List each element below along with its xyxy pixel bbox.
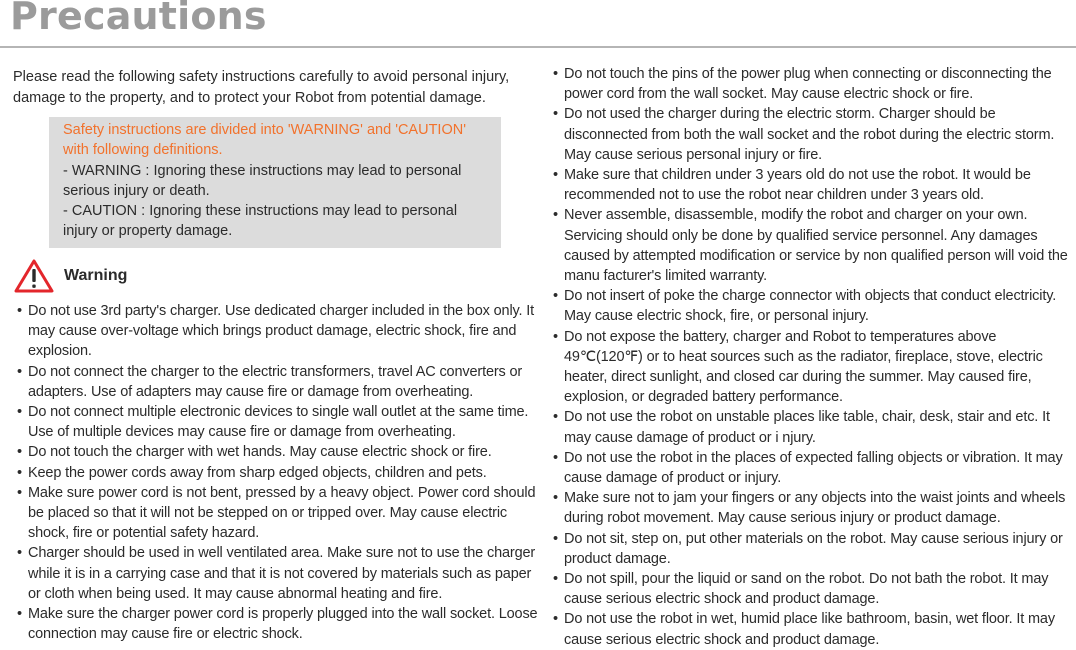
list-item: • Do not use 3rd party's charger. Use dedicated charger included in the box only. It may cause over-voltage which brings product damage, electric shock, fire and explosion. xyxy=(16,301,538,362)
definitions-heading: Safety instructions are divided into 'WARNING' and 'CAUTION' with following definitions. xyxy=(63,122,466,159)
title-divider xyxy=(0,46,1076,48)
list-item: • Do not spill, pour the liquid or sand on the robot. Do not bath the robot. It may cause serious electric shock and product damage. xyxy=(552,569,1074,609)
list-item: • Do not touch the pins of the power plug when connecting or disconnecting the power cord from the wall socket. May cause electric shock or fire. xyxy=(552,64,1074,104)
definitions-box xyxy=(49,117,501,248)
list-item: • Do not use the robot in wet, humid place like bathroom, basin, wet floor. It may cause serious electric shock and product damage. xyxy=(552,609,1074,649)
list-item: • Do not sit, step on, put other materials on the robot. May cause serious injury or product damage. xyxy=(552,529,1074,569)
list-item: • Make sure power cord is not bent, pressed by a heavy object. Power cord should be placed so that it will not be stepped on or tripped over. May cause electric shock, fire or potential safety hazard. xyxy=(16,483,538,544)
list-item: • Do not expose the battery, charger and Robot to temperatures above 49℃(120℉) or to heat sources such as the radiator, fireplace, stove, electric heater, direct sunlight, and closed car during the summer. May caused fire, explosion, or degraded battery performance. xyxy=(552,327,1074,408)
list-item: • Do not connect the charger to the electric transformers, travel AC converters or adapters. Use of adapters may cause fire or damage from overheating. xyxy=(16,362,538,402)
list-item: • Charger should be used in well ventilated area. Make sure not to use the charger while it is in a carrying case and that it is not covered by materials such as paper or cloth when being used. It may cause abnormal heating and fire. xyxy=(16,543,538,604)
right-precaution-list xyxy=(552,64,1074,650)
list-item: • Do not touch the charger with wet hands. May cause electric shock or fire. xyxy=(16,442,538,462)
list-item: • Do not connect multiple electronic devices to single wall outlet at the same time. Use of multiple devices may cause fire or damage from overheating. xyxy=(16,402,538,442)
list-item: • Make sure the charger power cord is properly plugged into the wall socket. Loose connection may cause fire or electric shock. xyxy=(16,604,538,644)
intro-text: Please read the following safety instructions carefully to avoid personal injury, damage to the property, and to protect your Robot from potential damage. xyxy=(13,69,510,106)
warning-heading: Warning xyxy=(64,267,128,284)
list-item: • Make sure not to jam your fingers or any objects into the waist joints and wheels during robot movement. May cause serious injury or product damage. xyxy=(552,488,1074,528)
warning-definition: - WARNING : Ignoring these instructions may lead to personal serious injury or death. xyxy=(63,162,462,199)
list-item: • Never assemble, disassemble, modify the robot and charger on your own. Servicing should only be done by qualified service personnel. Any damages caused by attempted modification or service by non qualified person will void the manu facturer's limited warranty. xyxy=(552,205,1074,286)
page-title: Precautions xyxy=(10,0,267,38)
list-item: • Make sure that children under 3 years old do not use the robot. It would be recommended not to use the robot near children under 3 years old. xyxy=(552,165,1074,205)
list-item: • Do not use the robot on unstable places like table, chair, desk, stair and etc. It may cause damage of product or i njury. xyxy=(552,407,1074,447)
warning-header xyxy=(14,258,127,294)
list-item: • Do not used the charger during the electric storm. Charger should be disconnected from both the wall socket and the robot during the electric storm. May cause serious personal injury or fire. xyxy=(552,104,1074,165)
list-item: • Do not use the robot in the places of expected falling objects or vibration. It may cause damage of product or injury. xyxy=(552,448,1074,488)
warning-triangle-icon xyxy=(14,259,54,293)
caution-definition: - CAUTION : Ignoring these instructions may lead to personal injury or property damage. xyxy=(63,203,458,240)
left-precaution-list xyxy=(16,301,538,644)
list-item: • Keep the power cords away from sharp edged objects, children and pets. xyxy=(16,463,538,483)
list-item: • Do not insert of poke the charge connector with objects that conduct electricity. May cause electric shock, fire, or personal injury. xyxy=(552,286,1074,326)
